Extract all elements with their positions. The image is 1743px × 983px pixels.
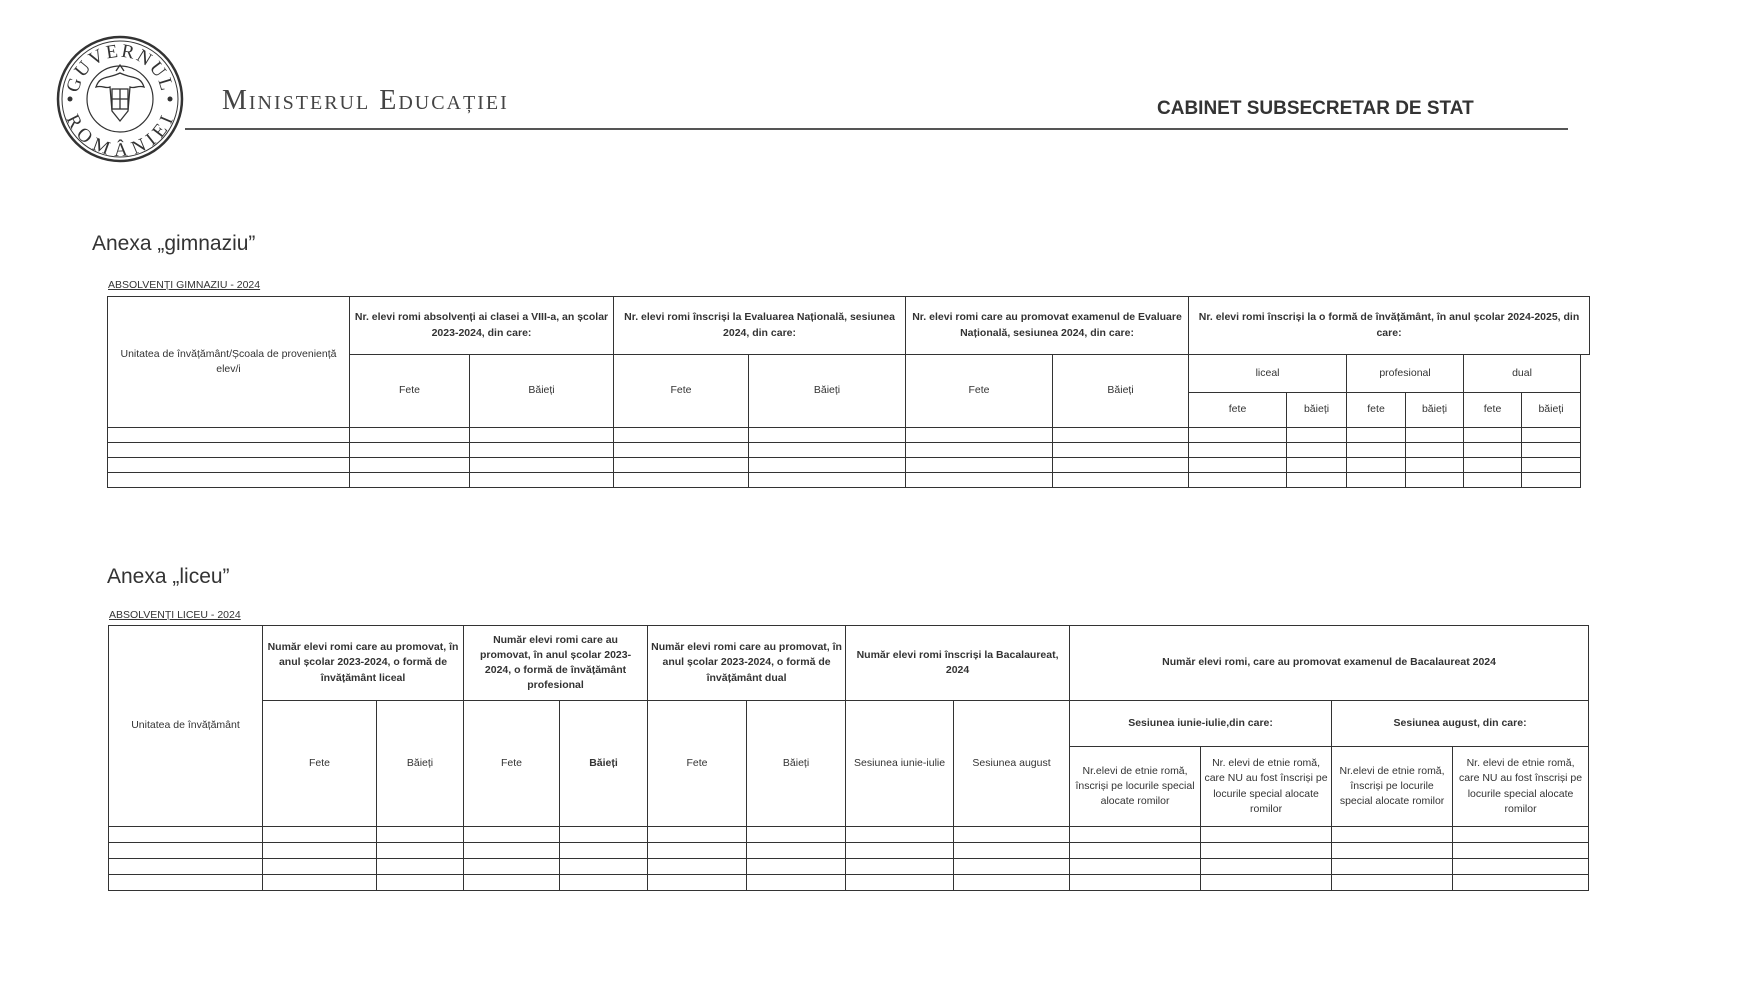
annex-liceu-title: Anexa „liceu” [107, 565, 230, 588]
liceu-sub-iunie-iulie: Sesiunea iunie-iulie,din care: [1070, 701, 1332, 747]
gimnaziu-dual: dual [1464, 355, 1581, 393]
gimnaziu-baieti-1: Băieți [470, 355, 614, 428]
svg-text:ROMÂNIEI [62, 111, 179, 161]
gimnaziu-baieti-3: Băieți [1053, 355, 1189, 428]
liceu-baieti-3: Băieți [747, 701, 846, 827]
gimnaziu-group-absolventi: Nr. elevi romi absolvenți ai clasei a VIII-a, an școlar 2023-2024, din care: [350, 297, 614, 355]
liceu-group-liceal: Număr elevi romi care au promovat, în anul școlar 2023-2024, o formă de învățământ liceal [263, 626, 464, 701]
svg-text:GUVERNUL [62, 41, 177, 95]
gimnaziu-group-promovat-en: Nr. elevi romi care au promovat examenul de Evaluare Națională, sesiunea 2024, din care: [906, 297, 1189, 355]
liceu-fete-3: Fete [648, 701, 747, 827]
liceu-group-bac-inscrisi: Număr elevi romi înscriși la Bacalaureat, 2024 [846, 626, 1070, 701]
liceu-baieti-1: Băieți [377, 701, 464, 827]
liceu-unit-header: Unitatea de învățământ [109, 626, 263, 827]
gimnaziu-liceal-baieti: băieți [1287, 393, 1347, 428]
liceu-etnie-nu-august: Nr. elevi de etnie romă, care NU au fost înscriși pe locurile special alocate romilor [1453, 747, 1589, 827]
liceu-etnie-inscrisi-iunie: Nr.elevi de etnie romă, înscriși pe locurile special alocate romilor [1070, 747, 1201, 827]
liceu-baieti-2: Băieți [560, 701, 648, 827]
table-row [108, 428, 1590, 443]
table-row [108, 443, 1590, 458]
gimnaziu-fete-3: Fete [906, 355, 1053, 428]
gimnaziu-liceal: liceal [1189, 355, 1347, 393]
liceu-group-profesional: Număr elevi romi care au promovat, în anul școlar 2023-2024, o formă de învățământ profesional [464, 626, 648, 701]
gimnaziu-group-inscrisi-en: Nr. elevi romi înscriși la Evaluarea Națională, sesiunea 2024, din care: [614, 297, 906, 355]
table-row [109, 859, 1589, 875]
gimnaziu-baieti-2: Băieți [749, 355, 906, 428]
cabinet-title: CABINET SUBSECRETAR DE STAT [1157, 98, 1474, 119]
gimnaziu-unit-header: Unitatea de învățământ/Școala de proveniență elev/i [108, 297, 350, 428]
liceu-caption: ABSOLVENȚI LICEU - 2024 [109, 609, 241, 621]
liceu-group-dual: Număr elevi romi care au promovat, în anul școlar 2023-2024, o formă de învățământ dual [648, 626, 846, 701]
liceu-sesiunea-august: Sesiunea august [954, 701, 1070, 827]
gimnaziu-prof-fete: fete [1347, 393, 1406, 428]
liceu-fete-1: Fete [263, 701, 377, 827]
gimnaziu-dual-fete: fete [1464, 393, 1522, 428]
gimnaziu-prof-baieti: băieți [1406, 393, 1464, 428]
table-row [109, 875, 1589, 891]
gimnaziu-caption: ABSOLVENȚI GIMNAZIU - 2024 [108, 279, 261, 291]
annex-gimnaziu-title: Anexa „gimnaziu” [92, 232, 256, 255]
table-row [108, 458, 1590, 473]
gimnaziu-profesional: profesional [1347, 355, 1464, 393]
guvernul-romaniei-seal [56, 35, 184, 163]
seal-text-top: GUVERNUL [62, 40, 178, 95]
gimnaziu-fete-1: Fete [350, 355, 470, 428]
gimnaziu-fete-2: Fete [614, 355, 749, 428]
gimnaziu-table [107, 296, 1590, 488]
gimnaziu-group-inscrisi-forma: Nr. elevi romi înscriși la o formă de învățământ, în anul școlar 2024-2025, din care: [1189, 297, 1590, 355]
liceu-table [108, 625, 1589, 891]
header-divider [185, 128, 1568, 130]
gimnaziu-dual-baieti: băieți [1522, 393, 1581, 428]
seal-text-bottom: ROMÂNIEI [61, 111, 179, 162]
table-row [108, 473, 1590, 488]
liceu-fete-2: Fete [464, 701, 560, 827]
liceu-sesiunea-iunie-iulie: Sesiunea iunie-iulie [846, 701, 954, 827]
liceu-etnie-nu-iunie: Nr. elevi de etnie romă, care NU au fost înscriși pe locurile special alocate romilor [1201, 747, 1332, 827]
table-row [109, 843, 1589, 859]
liceu-etnie-inscrisi-august: Nr.elevi de etnie romă, înscriși pe locurile special alocate romilor [1332, 747, 1453, 827]
liceu-sub-august: Sesiunea august, din care: [1332, 701, 1589, 747]
liceu-group-bac-promovat: Număr elevi romi, care au promovat examenul de Bacalaureat 2024 [1070, 626, 1589, 701]
table-row [109, 827, 1589, 843]
ministry-name: Ministerul Educației [222, 85, 509, 116]
gimnaziu-liceal-fete: fete [1189, 393, 1287, 428]
coat-of-arms-icon [96, 65, 144, 121]
